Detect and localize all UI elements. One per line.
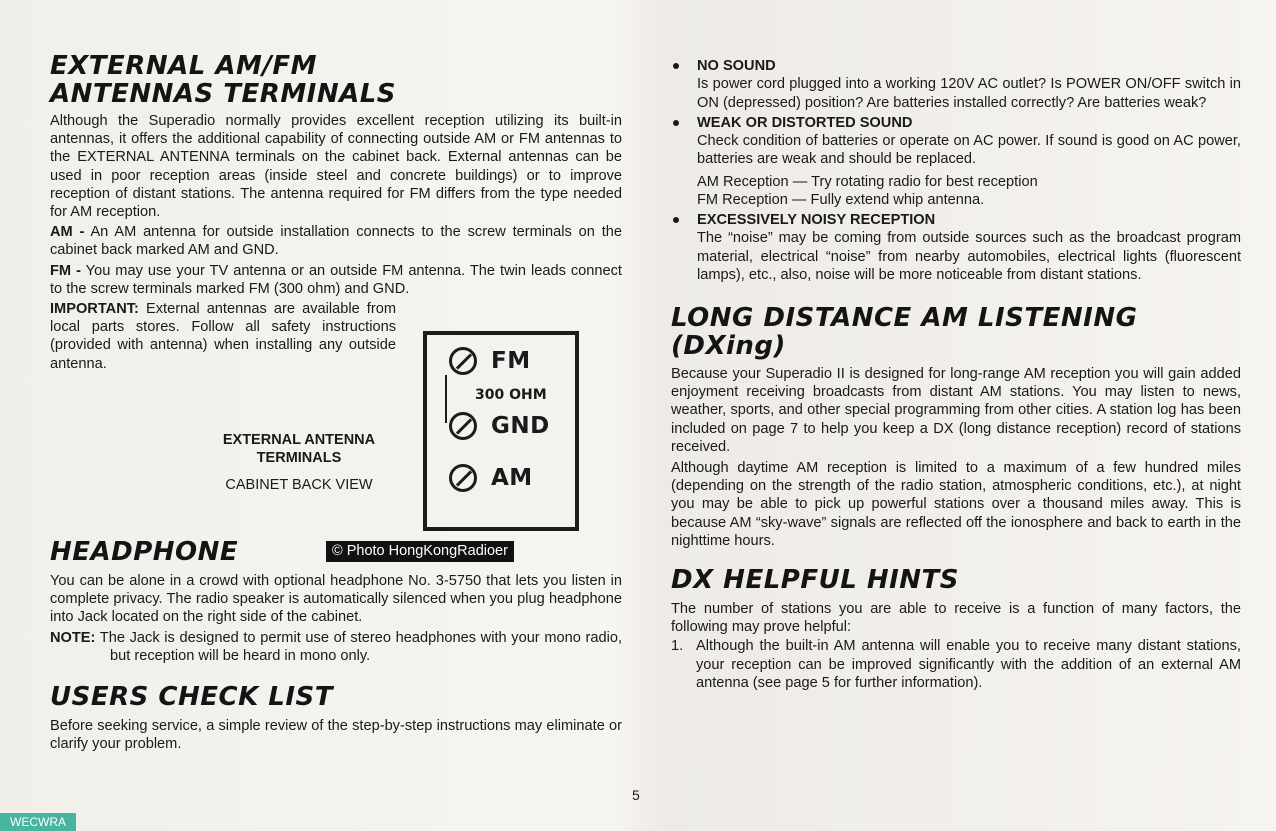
headphone-body: You can be alone in a crowd with optional headphone No. 3-5750 that lets you listen in complete privacy. The radio speaker is automatically silenced when you plug headphone into Jack located on the right side of the cabinet.	[50, 573, 622, 626]
bullet-icon	[673, 217, 679, 223]
external-antennas-title: EXTERNAL AM/FM ANTENNAS TERMINALS	[50, 51, 397, 109]
gnd-terminal-label: GND	[491, 413, 550, 439]
am-reception-tip: AM Reception — Try rotating radio for best reception	[697, 173, 1038, 190]
long-distance-body-2: Although daytime AM reception is limited to a maximum of a few hundred miles (depending on the strength of the radio station, atmospheric conditions, etc.), at night you may be able to pick up powerful stations over a thousand miles away. This is because AM “sky-wave” signals are reflected off the ionosphere and back to earth in the nighttime hours.	[671, 460, 1241, 549]
antenna-terminal-diagram	[423, 331, 579, 531]
photo-watermark: © Photo HongKongRadioer	[326, 541, 514, 562]
ohm-label: 300 OHM	[475, 387, 547, 403]
screw-icon	[449, 464, 477, 492]
no-sound-text: Is power cord plugged into a working 120V AC outlet? Is POWER ON/OFF switch in ON (depressed) position? Are batteries installed correctly? Are batteries weak?	[697, 76, 1241, 111]
footer-badge: WECWRA	[0, 813, 76, 831]
diagram-caption	[212, 431, 386, 494]
users-check-list-title: USERS CHECK LIST	[50, 682, 333, 713]
noisy-reception-text: The “noise” may be coming from outside sources such as the broadcast program material, electrical “noise” from nearby automobiles, electrical lights (fluorescent lamps), etc., also, noise will be more noticeable from distant stations.	[697, 230, 1241, 283]
right-column	[671, 57, 1241, 692]
weak-sound-heading: WEAK OR DISTORTED SOUND	[697, 114, 913, 131]
fm-lead: FM -	[50, 262, 81, 279]
fm-terminal	[449, 347, 531, 375]
noisy-reception-item	[671, 211, 1241, 284]
am-terminal-label: AM	[491, 465, 533, 491]
dx-hints-body: The number of stations you are able to receive is a function of many factors, the following may prove helpful:	[671, 601, 1241, 636]
note-text: The Jack is designed to permit use of stereo headphones with your mono radio, but reception will be heard in mono only.	[95, 629, 622, 664]
am-terminal	[449, 464, 533, 492]
important-text: External antennas are available from local parts stores. Follow all safety instructions (provided with antenna) when installing any outside antenna.	[50, 301, 396, 372]
note-lead: NOTE:	[50, 629, 96, 646]
fm-text: You may use your TV antenna or an outside FM antenna. The twin leads connect to the screw terminals marked FM (300 ohm) and GND.	[50, 262, 622, 297]
dx-hints-title: DX HELPFUL HINTS	[671, 565, 959, 596]
bullet-icon	[673, 120, 679, 126]
important-lead: IMPORTANT:	[50, 301, 139, 318]
long-distance-body-1: Because your Superadio II is designed for long-range AM reception you will gain added enjoyment receiving broadcasts from distant AM stations. You may listen to news, weather, sports, and other special programming from other cities. A station log has been included on page 7 to help you keep a DX (long distance reception) record of stations received.	[671, 366, 1241, 455]
headphone-title: HEADPHONE	[50, 537, 239, 567]
am-text: An AM antenna for outside installation connects to the screw terminals on the cabinet back marked AM and GND.	[50, 224, 622, 259]
am-lead: AM -	[50, 224, 85, 241]
caption-line-3: CABINET BACK VIEW	[225, 477, 373, 493]
dx-hint-text: Although the built-in AM antenna will enable you to receive many distant stations, your reception can be improved significantly with the addition of an external AM antenna (see page 5 for further information).	[696, 638, 1241, 691]
caption-line-1: EXTERNAL ANTENNA	[222, 432, 376, 448]
fm-reception-tip: FM Reception — Fully extend whip antenna.	[697, 191, 985, 208]
fm-terminal-label: FM	[491, 348, 531, 374]
left-column-lower	[50, 538, 622, 753]
weak-sound-text: Check condition of batteries or operate on AC power. If sound is good on AC power, batteries are weak and should be replaced.	[697, 133, 1241, 168]
no-sound-item	[671, 57, 1241, 112]
weak-sound-item	[671, 114, 1241, 209]
screw-icon	[449, 412, 477, 440]
important-paragraph	[50, 300, 396, 373]
users-check-list-body: Before seeking service, a simple review of the step-by-step instructions may eliminate or clarify your problem.	[50, 718, 622, 753]
caption-line-2: TERMINALS	[256, 450, 342, 466]
external-antennas-body: Although the Superadio normally provides excellent reception utilizing its built-in antennas, it offers the additional capability of connecting outside AM or FM antennas to the EXTERNAL ANTENNA terminals on the cabinet back. External antennas can be used in poor reception areas (inside steel and concrete buildings) or to improve reception of distant stations. The antenna required for FM differs from the type needed for AM reception.	[50, 113, 622, 221]
no-sound-heading: NO SOUND	[697, 58, 776, 74]
screw-icon	[449, 347, 477, 375]
am-antenna-paragraph	[50, 223, 622, 259]
dxing-subtitle: (DXing)	[671, 331, 786, 362]
noisy-reception-heading: EXCESSIVELY NOISY RECEPTION	[697, 212, 936, 229]
gnd-terminal	[449, 412, 550, 440]
note-paragraph	[50, 629, 622, 665]
left-column	[50, 52, 622, 373]
bullet-icon	[673, 63, 679, 69]
page-number: 5	[632, 787, 640, 803]
dx-hint-number: 1.	[671, 638, 684, 655]
fm-antenna-paragraph	[50, 262, 622, 298]
long-distance-title: LONG DISTANCE AM LISTENING	[671, 303, 1138, 334]
dx-hint-item	[671, 637, 1241, 692]
